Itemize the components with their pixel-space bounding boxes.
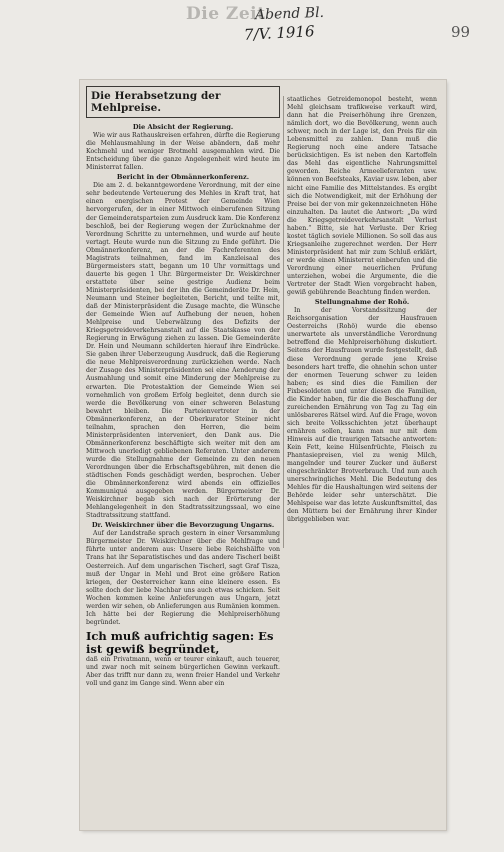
article-paragraph: Die am 2. d. bekanntgewordene Verordnung, mit der eine sehr bedeutende Verteuerung des Mehles in Kraft trat, hat einen energischen Protest der Gemeinde Wien hervorgerufen, der in einer Mittwoch einberufenen Sitzung der Gemeinderatsparteien zum Ausdruck kam. Die Konferenz beschloß, bei der Regierung wegen der Zurücknahme der Verordnung Schritte zu unternehmen, und wurde auf heute vertagt. Heute wurde nun die Sitzung zu Ende geführt. Die Obmännerkonferenz, an der die Fachreferenten des Magistrats teilnahmen, fand im Kanzleisaal des Bürgermeisters statt, begann um 10 Uhr vormittags und dauerte bis gegen 1 Uhr. Bürgermeister Dr. Weiskirchner erstattete über seine gestrige Audienz beim Ministerpräsidenten, bei der ihn die Gemeinderäte Dr. Hein, Neumann und Steiner begleiteten, Bericht, und teilte mit, daß der Ministerpräsident die Zusage machte, die Wünsche der Gemeinde Wien auf Aufhebung der neuen, hohen Mehlpreise und Ueberwälzung des Defizits der Kriegsgetreideverkehrsanstalt auf die Staatskasse von der Regierung in Erwägung ziehen zu lassen. Die Gemeinderäte Dr. Hein und Neumann schilderten hierauf ihre Eindrücke. Sie gaben ihrer Ueberzeugung Ausdruck, daß die Regierung die neue Mehlpreisverordnung zurückziehen werde. Nach der Zusage des Ministerpräsidenten sei eine Aenderung der Ausmahlung und somit eine Minderung der Mehlpreise zu erwarten. Die Protestaktion der Gemeinde Wien sei vornehmlich von großem Erfolg begleitet, denn durch sie werde die Bevölkerung von einer schweren Belastung bewahrt bleiben. Die Parteienvertreter in der Obmännerkonferenz, an der Oberkurator Steiner nicht teilnahm, sprachen den Herren, die beim Ministerpräsidenten interveniert, den Dank aus. Die Obmännerkonferenz beschäftigte sich weiter mit den am Mittwoch unerledigt gebliebenen Referaten. Unter anderem wurde die Stellungnahme der Gemeinde zu den neuen Verordnungen über die Erbschaftsgebühren, mit denen die städtischen Fonds geschädigt werden, besprochen. Ueber die Obmännerkonferenz wird abends ein offizielles Kommuniqué ausgegeben werden. Bürgermeister Dr. Weiskirchner begab sich nach der Erörterung der Mehlangelegenheit in den Stadtratssitzungssaal, wo eine Stadtratssitzung stattfand.	[86, 182, 280, 520]
newspaper-title: Die Zeit	[186, 4, 266, 24]
article-title: Die Herabsetzung der Mehlpreise.	[86, 86, 280, 118]
article-left-column	[86, 86, 280, 824]
page-number: 99	[451, 23, 471, 41]
article-paragraph: In der Vorstandssitzung der Reichsorganisation der Hausfrauen Oesterreichs (Rohö) wurde die ebenso unerwartete als unverständliche Verordnung betreffend die Mehlpreiserhöhung diskutiert. Seitens der Hausfrauen wurde festgestellt, daß diese Verordnung gerade jene Kreise besonders hart treffe, die ohnehin schon unter der enormen Teuerung schwer zu leiden haben; es sind dies die Familien der Fixbesoldeten und unter diesen die Familien, die Kinder haben, für die die Beschaffung der zureichenden Ernährung von Tag zu Tag ein unlösbareres Rätsel wird. Auf die Frage, wovon sich breite Volksschichten jetzt überhaupt ernähren sollen, kann man nur mit dem Hinweis auf die traurigen Tatsache antworten: Kein Fett, keine Hülsenfrüchte, Fleisch zu Phantasiepreisen, viel zu wenig Milch, mangelnder und teurer Zucker und äußerst eingeschränkter Brotverbrauch. Und nun auch unerschwingliches Mehl. Die Bedeutung des Mehles für die Haushaltungen wird seitens der Behörde leider sehr unterschätzt. Die Mehlspeise war das letzte Auskunftsmittel, das den Müttern bei der Ernährung ihrer Kinder übriggeblieben war.	[287, 307, 437, 524]
article-paragraph: daß ein Privatmann, wenn er teurer einkauft, auch teuerer, und zwar noch mit seinem bürgerlichen Gewinn verkauft. Aber das trifft nur dann zu, wenn freier Handel und Verkehr voll und ganz im Gange sind. Wenn aber ein	[86, 655, 280, 688]
article-paragraph: Wie wir aus Rathauskreisen erfahren, dürfte die Regierung die Mehlausmahlung in der Weise abändern, daß mehr Kochmehl und weniger Brotmehl ausgemahlen wird. Die Entscheidung über die ganze Angelegenheit wird heute im Ministerrat fallen.	[86, 132, 280, 172]
subheading-government-intent: Die Absicht der Regierung.	[132, 123, 234, 131]
handwritten-date: 7/V. 1916	[243, 22, 315, 44]
handwritten-source-note: Abend Bl.	[254, 4, 325, 24]
article-paragraph: Auf der Landstraße sprach gestern in einer Versammlung Bürgermeister Dr. Weiskirchner über die Mehlfrage und führte unter anderem aus: Unsere liebe Reichshälfte von Trans hat ihr Separatistisches und das andere Tischerl beißt Oesterreich. Auf dem ungarischen Tischerl, sagt Graf Tisza, muß der Ungar in Mehl und Brot eine größere Ration kriegen, der Oesterreicher kann eine kleinere essen. Es sollte doch der liebe Nachbar uns auch etwas schicken. Seit Wochen kommen keine Anlieferungen aus Ungarn, jetzt werden wir sehen, ob Anlieferungen aus Rumänien kommen. Ich hätte bei der Regierung die Mehlpreiserhöhung begründet.	[86, 530, 280, 626]
article-paragraph: staatliches Getreidemonopol besteht, wenn Mehl gleichsam trafikweise verkauft wird, dann hat die Preiserhöhung ihre Grenzen, nämlich dort, wo die Bevölkerung, wenn auch schwer, noch in der Lage ist, den Preis für ein Lebensmittel zu zahlen. Dann muß die Regierung noch eine andere Tatsache berücksichtigen. Es ist neben den Kartoffeln das Mehl das eigentliche Nahrungsmittel geworden. Reiche Armeelieferanten usw. können von Beefsteaks, Kaviar usw. leben, aber nicht eine Familie des Mittelstandes. Es ergibt sich die Notwendigkeit, mit der Erhöhung der Preise bei der von mir gekennzeichneten Höhe einzuhalten. Da lautet die Antwort: „Da wird die Kriegsgetreideverkehrsanstalt Verlust haben.“ Bitte, sie hat Verluste. Der Krieg kostet täglich soviele Millionen. So soll das aus Kriegsanleihe zugerechnet werden. Der Herr Ministerpräsident hat mir zum Schluß erklärt, er werde einen Ministerrat einberufen und die Verordnung einer neuerlichen Prüfung unterziehen, wobei die Argumente, die die Vertreter der Stadt Wien vorgebracht haben, gewiß gebührende Beachtung finden werden.	[287, 96, 437, 297]
column-divider	[283, 96, 284, 548]
subheading-rohoe: Stellungnahme der Rohö.	[314, 298, 410, 307]
subheading-conference-report: Bericht in der Obmännerkonferenz.	[116, 173, 250, 182]
emphasized-quote: Ich muß aufrichtig sagen: Es ist gewiß begründet,	[86, 628, 274, 656]
subheading-hungary: Dr. Weiskirchner über die Bevorzugung Ungarns.	[91, 521, 275, 530]
article-right-column	[287, 96, 437, 548]
